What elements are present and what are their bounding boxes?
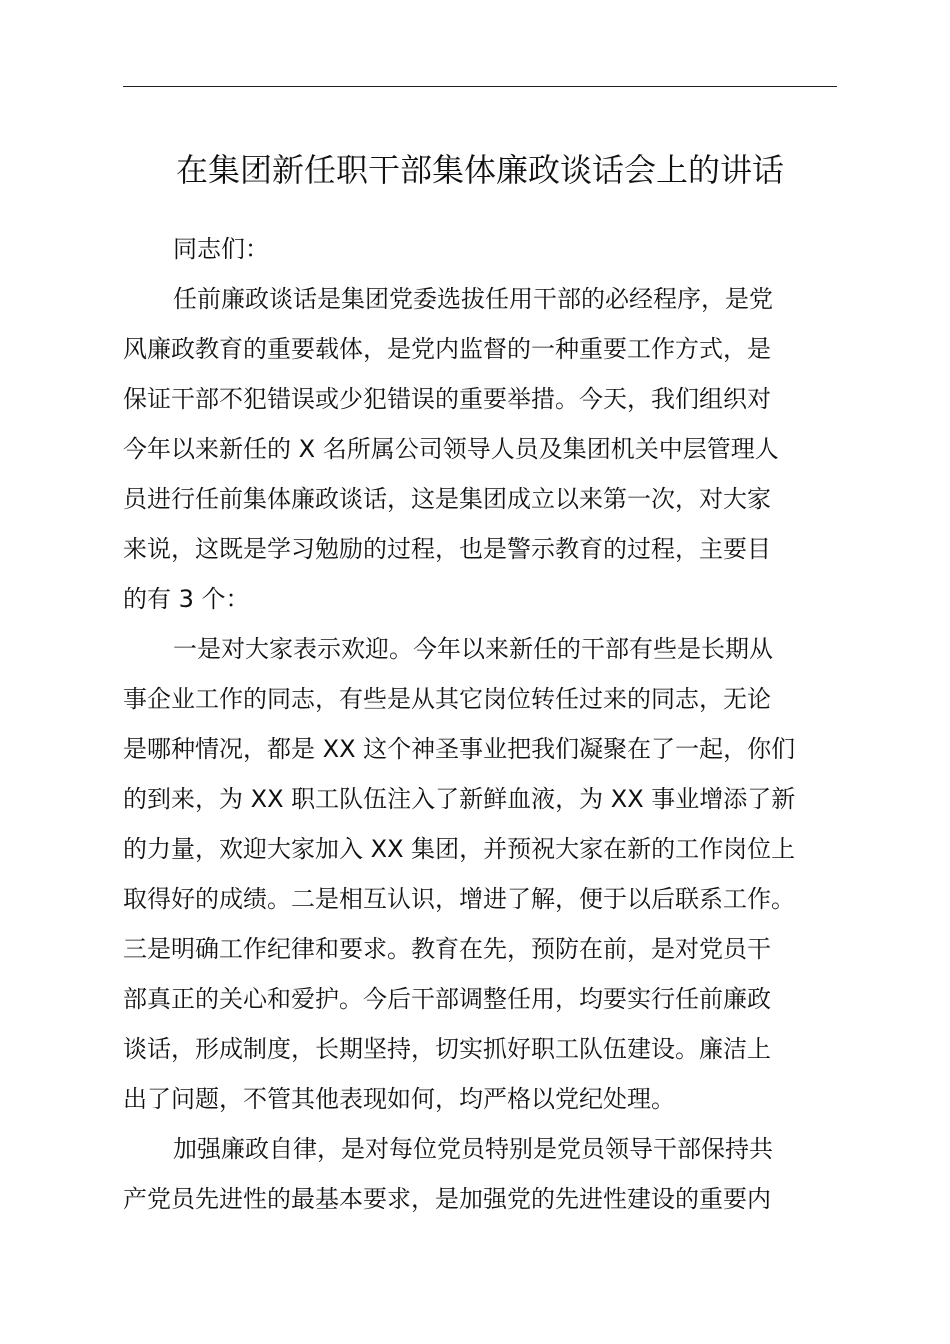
paragraph-line: 产党员先进性的最基本要求，是加强党的先进性建设的重要内 xyxy=(123,1185,771,1213)
greeting-line: 同志们： xyxy=(173,235,269,263)
paragraph-line: 员进行任前集体廉政谈话，这是集团成立以来第一次，对大家 xyxy=(123,485,771,513)
paragraph-line: 任前廉政谈话是集团党委选拔任用干部的必经程序，是党 xyxy=(173,285,773,313)
paragraph-3 xyxy=(123,1124,837,1224)
paragraph-line: 事企业工作的同志，有些是从其它岗位转任过来的同志，无论 xyxy=(123,685,771,713)
paragraph-line: 今年以来新任的 X 名所属公司领导人员及集团机关中层管理人 xyxy=(123,435,779,463)
paragraph-line: 的到来，为 XX 职工队伍注入了新鲜血液，为 XX 事业增添了新 xyxy=(123,785,796,813)
paragraph-2 xyxy=(123,624,837,1124)
document-body xyxy=(123,224,837,1224)
document-title: 在集团新任职干部集体廉政谈话会上的讲话 xyxy=(175,151,784,189)
paragraph-line: 三是明确工作纪律和要求。教育在先，预防在前，是对党员干 xyxy=(123,935,771,963)
paragraph-line: 的有 3 个： xyxy=(123,585,250,613)
greeting-paragraph xyxy=(123,224,837,274)
paragraph-line: 保证干部不犯错误或少犯错误的重要举措。今天，我们组织对 xyxy=(123,385,771,413)
paragraph-1 xyxy=(123,274,837,624)
paragraph-line: 的力量，欢迎大家加入 XX 集团，并预祝大家在新的工作岗位上 xyxy=(123,835,796,863)
paragraph-line: 出了问题，不管其他表现如何，均严格以党纪处理。 xyxy=(123,1085,675,1113)
paragraph-line: 部真正的关心和爱护。今后干部调整任用，均要实行任前廉政 xyxy=(123,985,771,1013)
paragraph-line: 一是对大家表示欢迎。今年以来新任的干部有些是长期从 xyxy=(173,635,773,663)
paragraph-line: 加强廉政自律，是对每位党员特别是党员领导干部保持共 xyxy=(173,1135,773,1163)
paragraph-line: 风廉政教育的重要载体，是党内监督的一种重要工作方式，是 xyxy=(123,335,771,363)
paragraph-line: 谈话，形成制度，长期坚持，切实抓好职工队伍建设。廉洁上 xyxy=(123,1035,771,1063)
paragraph-line: 取得好的成绩。二是相互认识，增进了解，便于以后联系工作。 xyxy=(123,885,795,913)
paragraph-line: 是哪种情况，都是 XX 这个神圣事业把我们凝聚在了一起，你们 xyxy=(123,735,796,763)
paragraph-line: 来说，这既是学习勉励的过程，也是警示教育的过程，主要目 xyxy=(123,535,771,563)
header-rule xyxy=(123,86,837,87)
